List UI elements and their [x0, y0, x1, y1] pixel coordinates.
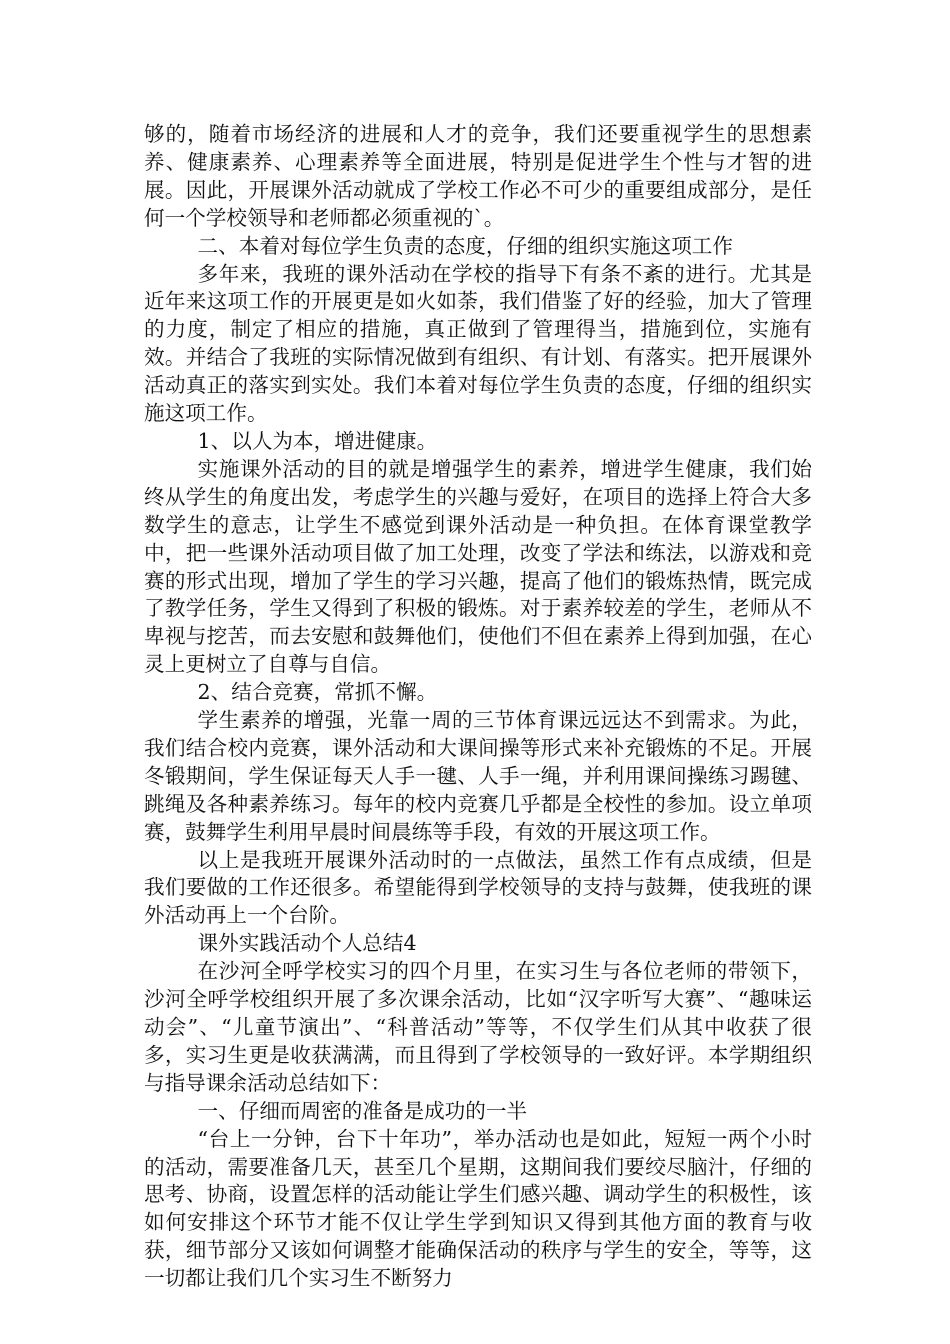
- paragraph-continuation: 够的，随着市场经济的进展和人才的竞争，我们还要重视学生的思想素养、健康素养、心理素养等全面进展，特别是促进学生个性与才智的进展。因此，开展课外活动就成了学校工作必不可少的重要组成部分，是任何一个学校领导和老师都必须重视的`。: [144, 122, 812, 230]
- section-heading-2: 二、本着对每位学生负责的态度，仔细的组织实施这项工作: [197, 233, 733, 258]
- document-page: [144, 121, 812, 1293]
- body-paragraph: 学生素养的增强，光靠一周的三节体育课远远达不到需求。为此，我们结合校内竞赛，课外活动和大课间操等形式来补充锻炼的不足。开展冬锻期间，学生保证每天人手一毽、人手一绳，并利用课间操练习踢毽、跳绳及各种素养练习。每年的校内竞赛几乎都是全校性的参加。设立单项赛，鼓舞学生利用早晨时间晨练等手段，有效的开展这项工作。: [144, 708, 812, 844]
- body-paragraph: “台上一分钟，台下十年功”，举办活动也是如此，短短一两个小时的活动，需要准备几天，甚至几个星期，这期间我们要绞尽脑汁，仔细的思考、协商，设置怎样的活动能让学生们感兴趣、调动学生的积极性，该如何安排这个环节才能不仅让学生学到知识又得到其他方面的教育与收获，细节部分又该如何调整才能确保活动的秩序与学生的安全，等等，这一切都让我们几个实习生不断努力: [144, 1126, 812, 1291]
- body-paragraph: 多年来，我班的课外活动在学校的指导下有条不紊的进行。尤其是近年来这项工作的开展更是如火如荼，我们借鉴了好的经验，加大了管理的力度，制定了相应的措施，真正做到了管理得当，措施到位，实施有效。并结合了我班的实际情况做到有组织、有计划、有落实。把开展课外活动真正的落实到实处。我们本着对每位学生负责的态度，仔细的组织实施这项工作。: [144, 261, 812, 426]
- section-title-summary-4: 课外实践活动个人总结4: [197, 931, 417, 956]
- body-paragraph: 在沙河全呼学校实习的四个月里，在实习生与各位老师的带领下，沙河全呼学校组织开展了多次课余活动，比如“汉字听写大赛”、“趣味运动会”、“儿童节演出”、“科普活动”等等，不仅学生们从其中收获了很多，实习生更是收获满满，而且得到了学校领导的一致好评。本学期组织与指导课余活动总结如下：: [144, 959, 812, 1095]
- subheading-1: 1、以人为本，增进健康。: [197, 428, 438, 453]
- body-paragraph: 实施课外活动的目的就是增强学生的素养，增进学生健康，我们始终从学生的角度出发，考虑学生的兴趣与爱好，在项目的选择上符合大多数学生的意志，让学生不感觉到课外活动是一种负担。在体育课堂教学中，把一些课外活动项目做了加工处理，改变了学法和练法，以游戏和竞赛的形式出现，增加了学生的学习兴趣，提高了他们的锻炼热情，既完成了教学任务，学生又得到了积极的锻炼。对于素养较差的学生，老师从不卑视与挖苦，而去安慰和鼓舞他们，使他们不但在素养上得到加强，在心灵上更树立了自尊与自信。: [144, 456, 812, 677]
- subheading-2: 2、结合竞赛，常抓不懈。: [197, 680, 438, 705]
- body-paragraph: 以上是我班开展课外活动时的一点做法，虽然工作有点成绩，但是我们要做的工作还很多。希望能得到学校领导的支持与鼓舞，使我班的课外活动再上一个台阶。: [144, 847, 812, 928]
- section-heading-1: 一、仔细而周密的准备是成功的一半: [197, 1098, 528, 1123]
